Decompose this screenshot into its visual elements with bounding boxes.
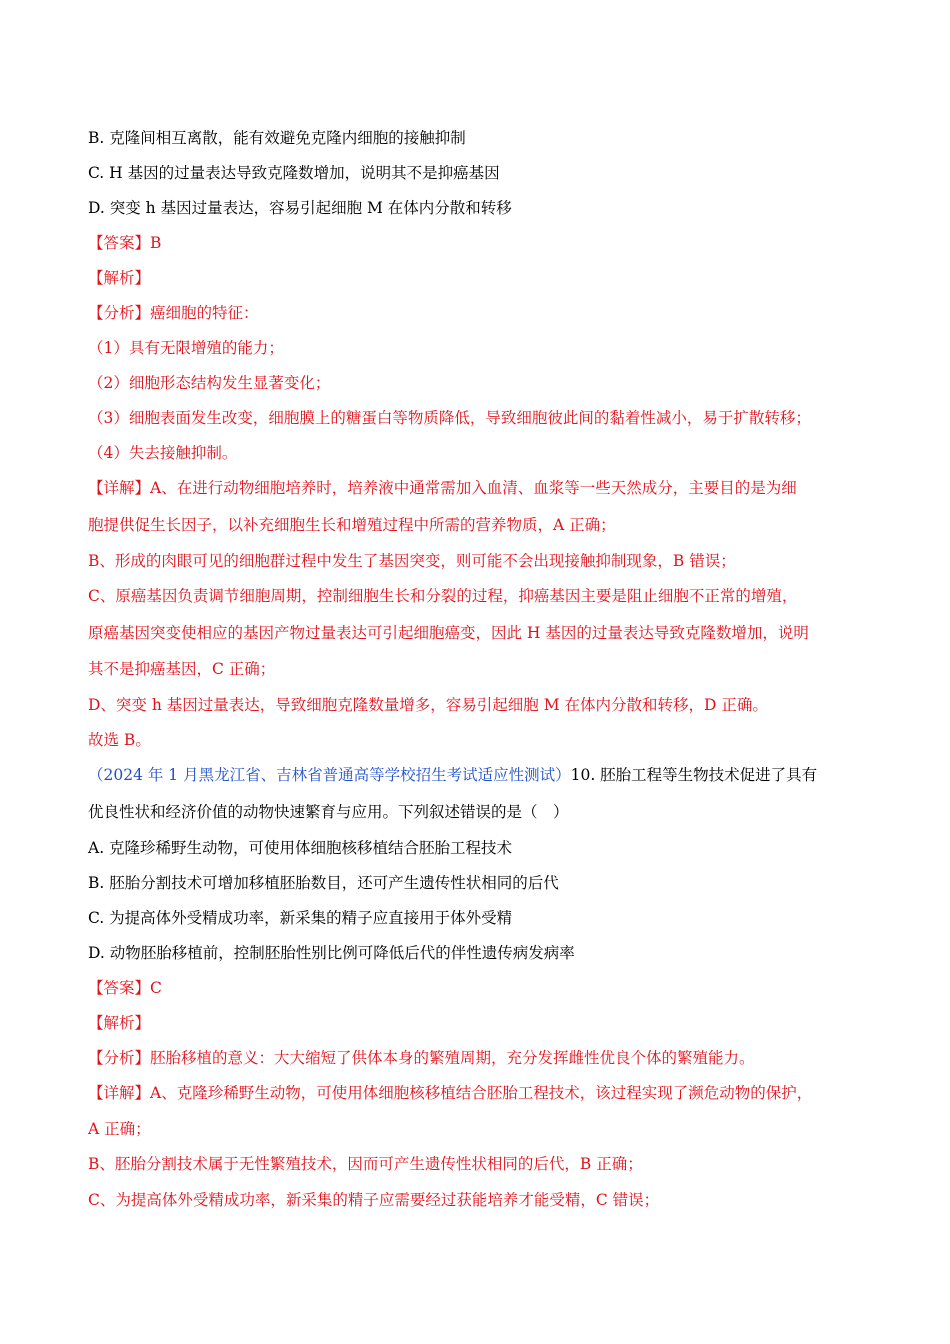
feature-1: （1）具有无限增殖的能力； <box>88 339 284 357</box>
fenxi: 【分析】胚胎移植的意义：大大缩短了供体本身的繁殖周期，充分发挥雌性优良个体的繁殖能力。 <box>88 1049 755 1067</box>
detail-line-1: 【详解】A、克隆珍稀野生动物，可使用体细胞核移植结合胚胎工程技术，该过程实现了濒危动物的保护， <box>88 1084 813 1102</box>
answer: 【答案】B <box>88 234 162 252</box>
option-c: C. 为提高体外受精成功率，新采集的精子应直接用于体外受精 <box>88 909 513 927</box>
question-10-line-1 <box>88 764 817 786</box>
detail-line-7: D、突变 h 基因过量表达，导致细胞克隆数量增多，容易引起细胞 M 在体内分散和转移，D 正确。 <box>88 696 768 714</box>
detail-line-1: 【详解】A、在进行动物细胞培养时，培养液中通常需加入血清、血浆等一些天然成分，主要目的是为细 <box>88 479 797 497</box>
detail-line-2: 胞提供促生长因子，以补充细胞生长和增殖过程中所需的营养物质，A 正确； <box>88 516 616 534</box>
option-a: A. 克隆珍稀野生动物，可使用体细胞核移植结合胚胎工程技术 <box>88 839 513 857</box>
analysis-heading: 【解析】 <box>88 1014 151 1032</box>
fenxi: 【分析】癌细胞的特征： <box>88 304 259 322</box>
feature-4: （4）失去接触抑制。 <box>88 444 238 462</box>
option-d: D. 动物胚胎移植前，控制胚胎性别比例可降低后代的伴性遗传病发病率 <box>88 944 575 962</box>
option-b: B. 胚胎分割技术可增加移植胚胎数目，还可产生遗传性状相同的后代 <box>88 874 559 892</box>
choose: 故选 B。 <box>88 731 151 749</box>
option-c: C. H 基因的过量表达导致克隆数增加，说明其不是抑癌基因 <box>88 164 500 182</box>
question-10-line-2: 优良性状和经济价值的动物快速繁育与应用。下列叙述错误的是（ ） <box>88 803 569 821</box>
question-source: （2024 年 1 月黑龙江省、吉林省普通高等学校招生考试适应性测试） <box>88 766 571 784</box>
analysis-heading: 【解析】 <box>88 269 151 287</box>
detail-line-2: A 正确； <box>88 1120 151 1138</box>
detail-line-3: B、形成的肉眼可见的细胞群过程中发生了基因突变，则可能不会出现接触抑制现象，B 错误； <box>88 552 736 570</box>
detail-line-5: 原癌基因突变使相应的基因产物过量表达可引起细胞癌变，因此 H 基因的过量表达导致克隆数增加，说明 <box>88 624 809 642</box>
question-stem-start: 10. 胚胎工程等生物技术促进了具有 <box>570 766 818 784</box>
detail-line-4: C、为提高体外受精成功率，新采集的精子应需要经过获能培养才能受精，C 错误； <box>88 1191 660 1209</box>
option-d: D. 突变 h 基因过量表达，容易引起细胞 M 在体内分散和转移 <box>88 199 512 217</box>
feature-3: （3）细胞表面发生改变，细胞膜上的糖蛋白等物质降低，导致细胞彼此间的黏着性减小，易于扩散转移； <box>88 409 811 427</box>
detail-line-6: 其不是抑癌基因，C 正确； <box>88 660 276 678</box>
detail-line-4: C、原癌基因负责调节细胞周期，控制细胞生长和分裂的过程，抑癌基因主要是阻止细胞不正常的增殖， <box>88 587 798 605</box>
detail-line-3: B、胚胎分割技术属于无性繁殖技术，因而可产生遗传性状相同的后代，B 正确； <box>88 1155 643 1173</box>
answer: 【答案】C <box>88 979 162 997</box>
feature-2: （2）细胞形态结构发生显著变化； <box>88 374 331 392</box>
option-b: B. 克隆间相互离散，能有效避免克隆内细胞的接触抑制 <box>88 129 466 147</box>
